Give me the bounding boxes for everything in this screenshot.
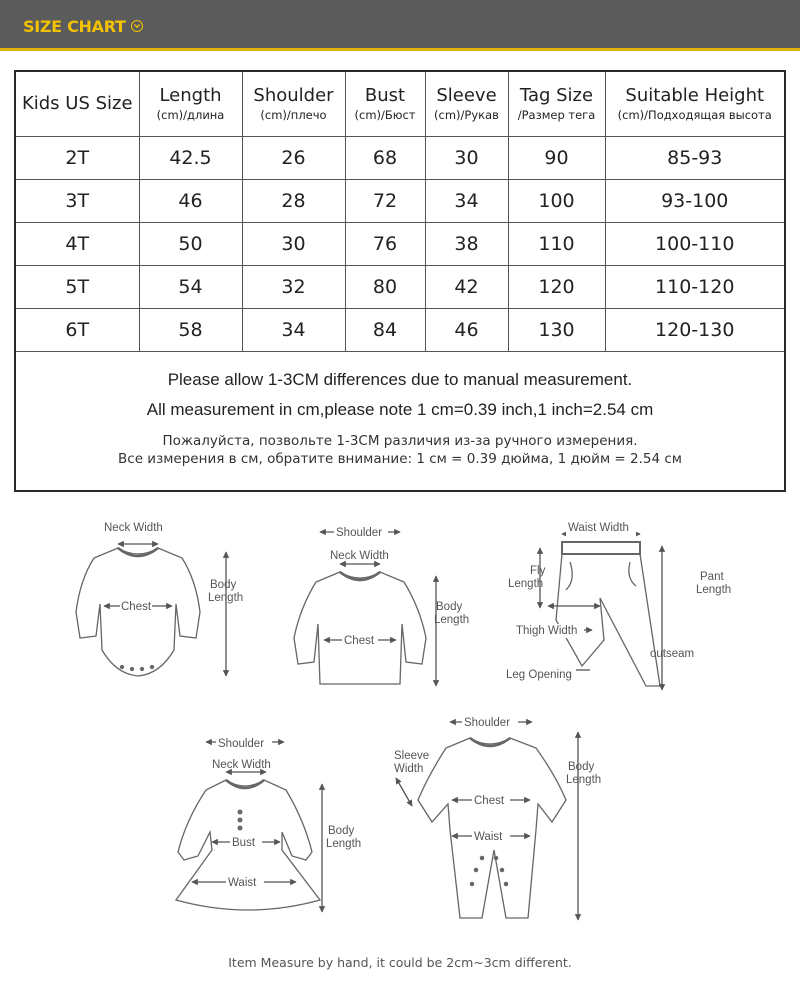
table-cell: 110-120 — [605, 266, 784, 309]
note-line: Все измерения в см, обратите внимание: 1 см = 0.39 дюйма, 1 дюйм = 2.54 см — [118, 451, 682, 467]
table-cell: 120-130 — [605, 309, 784, 352]
body-length-label: Body — [568, 761, 595, 773]
waist-label: Waist — [228, 877, 257, 889]
table-cell: 34 — [425, 180, 508, 223]
column-header: Length (cm)/длина — [139, 72, 242, 137]
section-header — [0, 0, 800, 51]
body-length-label: Body — [436, 601, 463, 613]
table-cell: 28 — [242, 180, 345, 223]
table-cell: 34 — [242, 309, 345, 352]
body-length-label: Length — [326, 838, 362, 850]
note-line: Пожалуйста, позвольте 1-3CM различия из-за ручного измерения. — [162, 433, 638, 449]
table-cell: 42 — [425, 266, 508, 309]
neck-width-label: Neck Width — [212, 759, 271, 771]
table-row — [16, 137, 784, 180]
chest-label: Chest — [121, 601, 152, 613]
table-cell: 54 — [139, 266, 242, 309]
shoulder-label: Shoulder — [218, 738, 265, 750]
note-line: All measurement in cm,please note 1 cm=0.39 inch,1 inch=2.54 cm — [146, 400, 654, 419]
table-cell: 130 — [508, 309, 605, 352]
waist-label: Waist — [474, 831, 503, 843]
size-chart — [14, 70, 786, 492]
pants-diagram — [540, 534, 662, 690]
neck-width-label: Neck Width — [330, 550, 389, 562]
table-cell: 6T — [16, 309, 139, 352]
table-cell: 85-93 — [605, 137, 784, 180]
column-header: Bust (cm)/Бюст — [345, 72, 425, 137]
table-cell: 120 — [508, 266, 605, 309]
table-cell: 30 — [242, 223, 345, 266]
neck-width-label: Neck Width — [104, 522, 163, 534]
header-title: SIZE CHART — [23, 17, 126, 36]
column-header: Kids US Size — [16, 72, 139, 137]
table-cell: 5T — [16, 266, 139, 309]
note-line: Please allow 1-3CM differences due to manual measurement. — [167, 370, 633, 389]
table-cell: 46 — [425, 309, 508, 352]
table-cell: 26 — [242, 137, 345, 180]
table-cell: 3T — [16, 180, 139, 223]
table-cell: 58 — [139, 309, 242, 352]
pant-length-label: Pant — [700, 571, 724, 583]
table-cell: 68 — [345, 137, 425, 180]
table-cell: 72 — [345, 180, 425, 223]
table-cell: 46 — [139, 180, 242, 223]
pant-length-label: Length — [696, 584, 732, 596]
table-cell: 50 — [139, 223, 242, 266]
table-row — [16, 309, 784, 352]
column-header: Shoulder (cm)/плечо — [242, 72, 345, 137]
diagram-canvas — [0, 500, 800, 940]
sleeve-width-label: Sleeve — [394, 750, 430, 762]
table-cell: 30 — [425, 137, 508, 180]
shoulder-label: Shoulder — [336, 527, 383, 539]
chevron-down-icon — [131, 20, 143, 32]
size-table — [16, 72, 784, 352]
table-header-row — [16, 72, 784, 137]
table-cell: 4T — [16, 223, 139, 266]
table-cell: 32 — [242, 266, 345, 309]
body-length-label: Body — [328, 825, 355, 837]
fly-length-label: Fly — [530, 565, 546, 577]
fly-length-label: Length — [508, 578, 544, 590]
column-header: Tag Size /Размер тега — [508, 72, 605, 137]
table-cell: 100 — [508, 180, 605, 223]
table-row — [16, 180, 784, 223]
body-length-label: Length — [208, 592, 244, 604]
table-cell: 84 — [345, 309, 425, 352]
body-length-label: Length — [434, 614, 470, 626]
table-cell: 2T — [16, 137, 139, 180]
body-length-label: Body — [210, 579, 237, 591]
table-cell: 93-100 — [605, 180, 784, 223]
chest-label: Chest — [344, 635, 375, 647]
table-cell: 76 — [345, 223, 425, 266]
table-cell: 80 — [345, 266, 425, 309]
table-row — [16, 223, 784, 266]
column-header: Sleeve (cm)/Рукав — [425, 72, 508, 137]
leg-opening-label: Leg Opening — [506, 669, 572, 681]
measurement-diagrams — [0, 500, 800, 940]
footer-note: Item Measure by hand, it could be 2cm~3cm different. — [228, 955, 572, 970]
table-cell: 42.5 — [139, 137, 242, 180]
column-header: Suitable Height (cm)/Подходящая высота — [605, 72, 784, 137]
table-cell: 90 — [508, 137, 605, 180]
bust-label: Bust — [232, 837, 256, 849]
thigh-width-label: Thigh Width — [516, 625, 578, 637]
sleeve-width-label: Width — [394, 763, 424, 775]
shoulder-label: Shoulder — [464, 717, 511, 729]
table-cell: 110 — [508, 223, 605, 266]
table-cell: 38 — [425, 223, 508, 266]
body-length-label: Length — [566, 774, 602, 786]
chest-label: Chest — [474, 795, 505, 807]
outseam-label: outseam — [650, 648, 695, 660]
table-cell: 100-110 — [605, 223, 784, 266]
measurement-notes — [16, 349, 784, 490]
table-row — [16, 266, 784, 309]
waist-width-label: Waist Width — [568, 522, 629, 534]
